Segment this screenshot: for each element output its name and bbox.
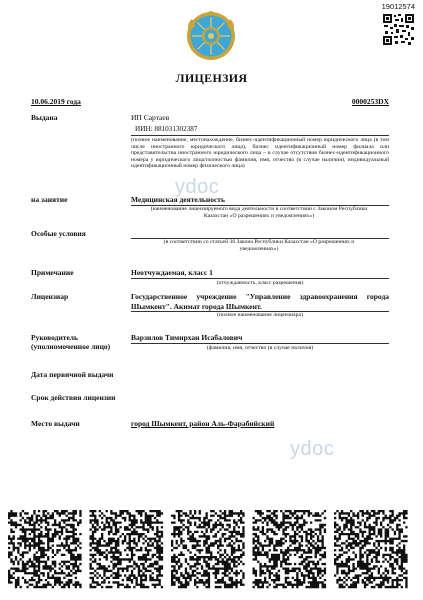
head-note: (фамилия, имя, отчество (в случае наличия) bbox=[206, 345, 314, 351]
remark-underline bbox=[131, 278, 389, 279]
issued-to-iin: ИИН: 881031302387 bbox=[135, 125, 198, 133]
signature-qr-block bbox=[253, 510, 327, 590]
document-number: 19012574 bbox=[381, 2, 415, 11]
signature-qr-block bbox=[8, 510, 82, 590]
conditions-label: Особые условия bbox=[31, 229, 86, 238]
place-value: город Шымкент, район Аль-Фарабийский bbox=[131, 419, 275, 428]
activity-note: (наименование лицензируемого вида деятельности в соответствии с Законом Республики Казахстан «О разрешениях и уведомлениях») bbox=[150, 206, 368, 219]
signature-qr-block bbox=[90, 510, 164, 590]
issue-date: 10.06.2019 года bbox=[31, 97, 81, 106]
remark-label: Примечание bbox=[31, 268, 74, 277]
remark-value: Неотчуждаемая, класс 1 bbox=[131, 268, 213, 277]
issued-to-note: (полное наименование, местонахождение, бизнес-идентификационный номер юридического лица (в том числе иностранного юридического лица), бизнес идентификационный номер филиала или представительства иностранного юридического лица – в случае отсутствия бизнес-идентификационного номера у юридического лица/полностью фамилия, имя, отчество (в случае наличия), индивидуальный идентификационный номер физического лица) bbox=[131, 137, 389, 170]
signature-qr-block bbox=[334, 510, 408, 590]
document-title: ЛИЦЕНЗИЯ bbox=[175, 71, 248, 85]
signature-qr-block bbox=[171, 510, 245, 590]
conditions-note: (в соответствии со статьей 36 Закона Республики Казахстан «О разрешениях и уведомлениях») bbox=[163, 239, 355, 252]
licensor-note: (полное наименование лицензиара) bbox=[217, 312, 303, 318]
issued-to-label: Выдана bbox=[31, 113, 58, 122]
watermark: ydoc bbox=[175, 176, 220, 198]
licensor-value: Государственное учреждение "Управление здравоохранения города Шымкент". Акимат города Шымкент. bbox=[131, 292, 389, 311]
activity-label: на занятие bbox=[31, 195, 68, 204]
state-emblem-icon bbox=[185, 10, 237, 62]
remark-note: (отчуждаемость, класс разрешения) bbox=[216, 280, 304, 286]
license-number: 0000253DX bbox=[351, 97, 389, 106]
first-issue-label: Дата первичной выдачи bbox=[31, 370, 114, 379]
validity-label: Срок действия лицензии bbox=[31, 393, 116, 402]
place-label: Место выдачи bbox=[31, 419, 80, 428]
watermark: ydoc bbox=[290, 438, 335, 460]
signature-qr-codes bbox=[8, 510, 415, 590]
activity-value: Медицинская деятельность bbox=[131, 195, 225, 204]
head-label: Руководитель (уполномоченное лицо) bbox=[31, 333, 111, 351]
head-underline bbox=[131, 343, 389, 344]
issued-to-underline bbox=[131, 135, 389, 136]
head-value: Варзилов Тимирхан Исабалович bbox=[131, 333, 243, 342]
qr-code-icon bbox=[382, 13, 415, 46]
licensor-label: Лицензиар bbox=[31, 292, 69, 301]
issued-to-name: ИП Сартаев bbox=[131, 113, 170, 122]
